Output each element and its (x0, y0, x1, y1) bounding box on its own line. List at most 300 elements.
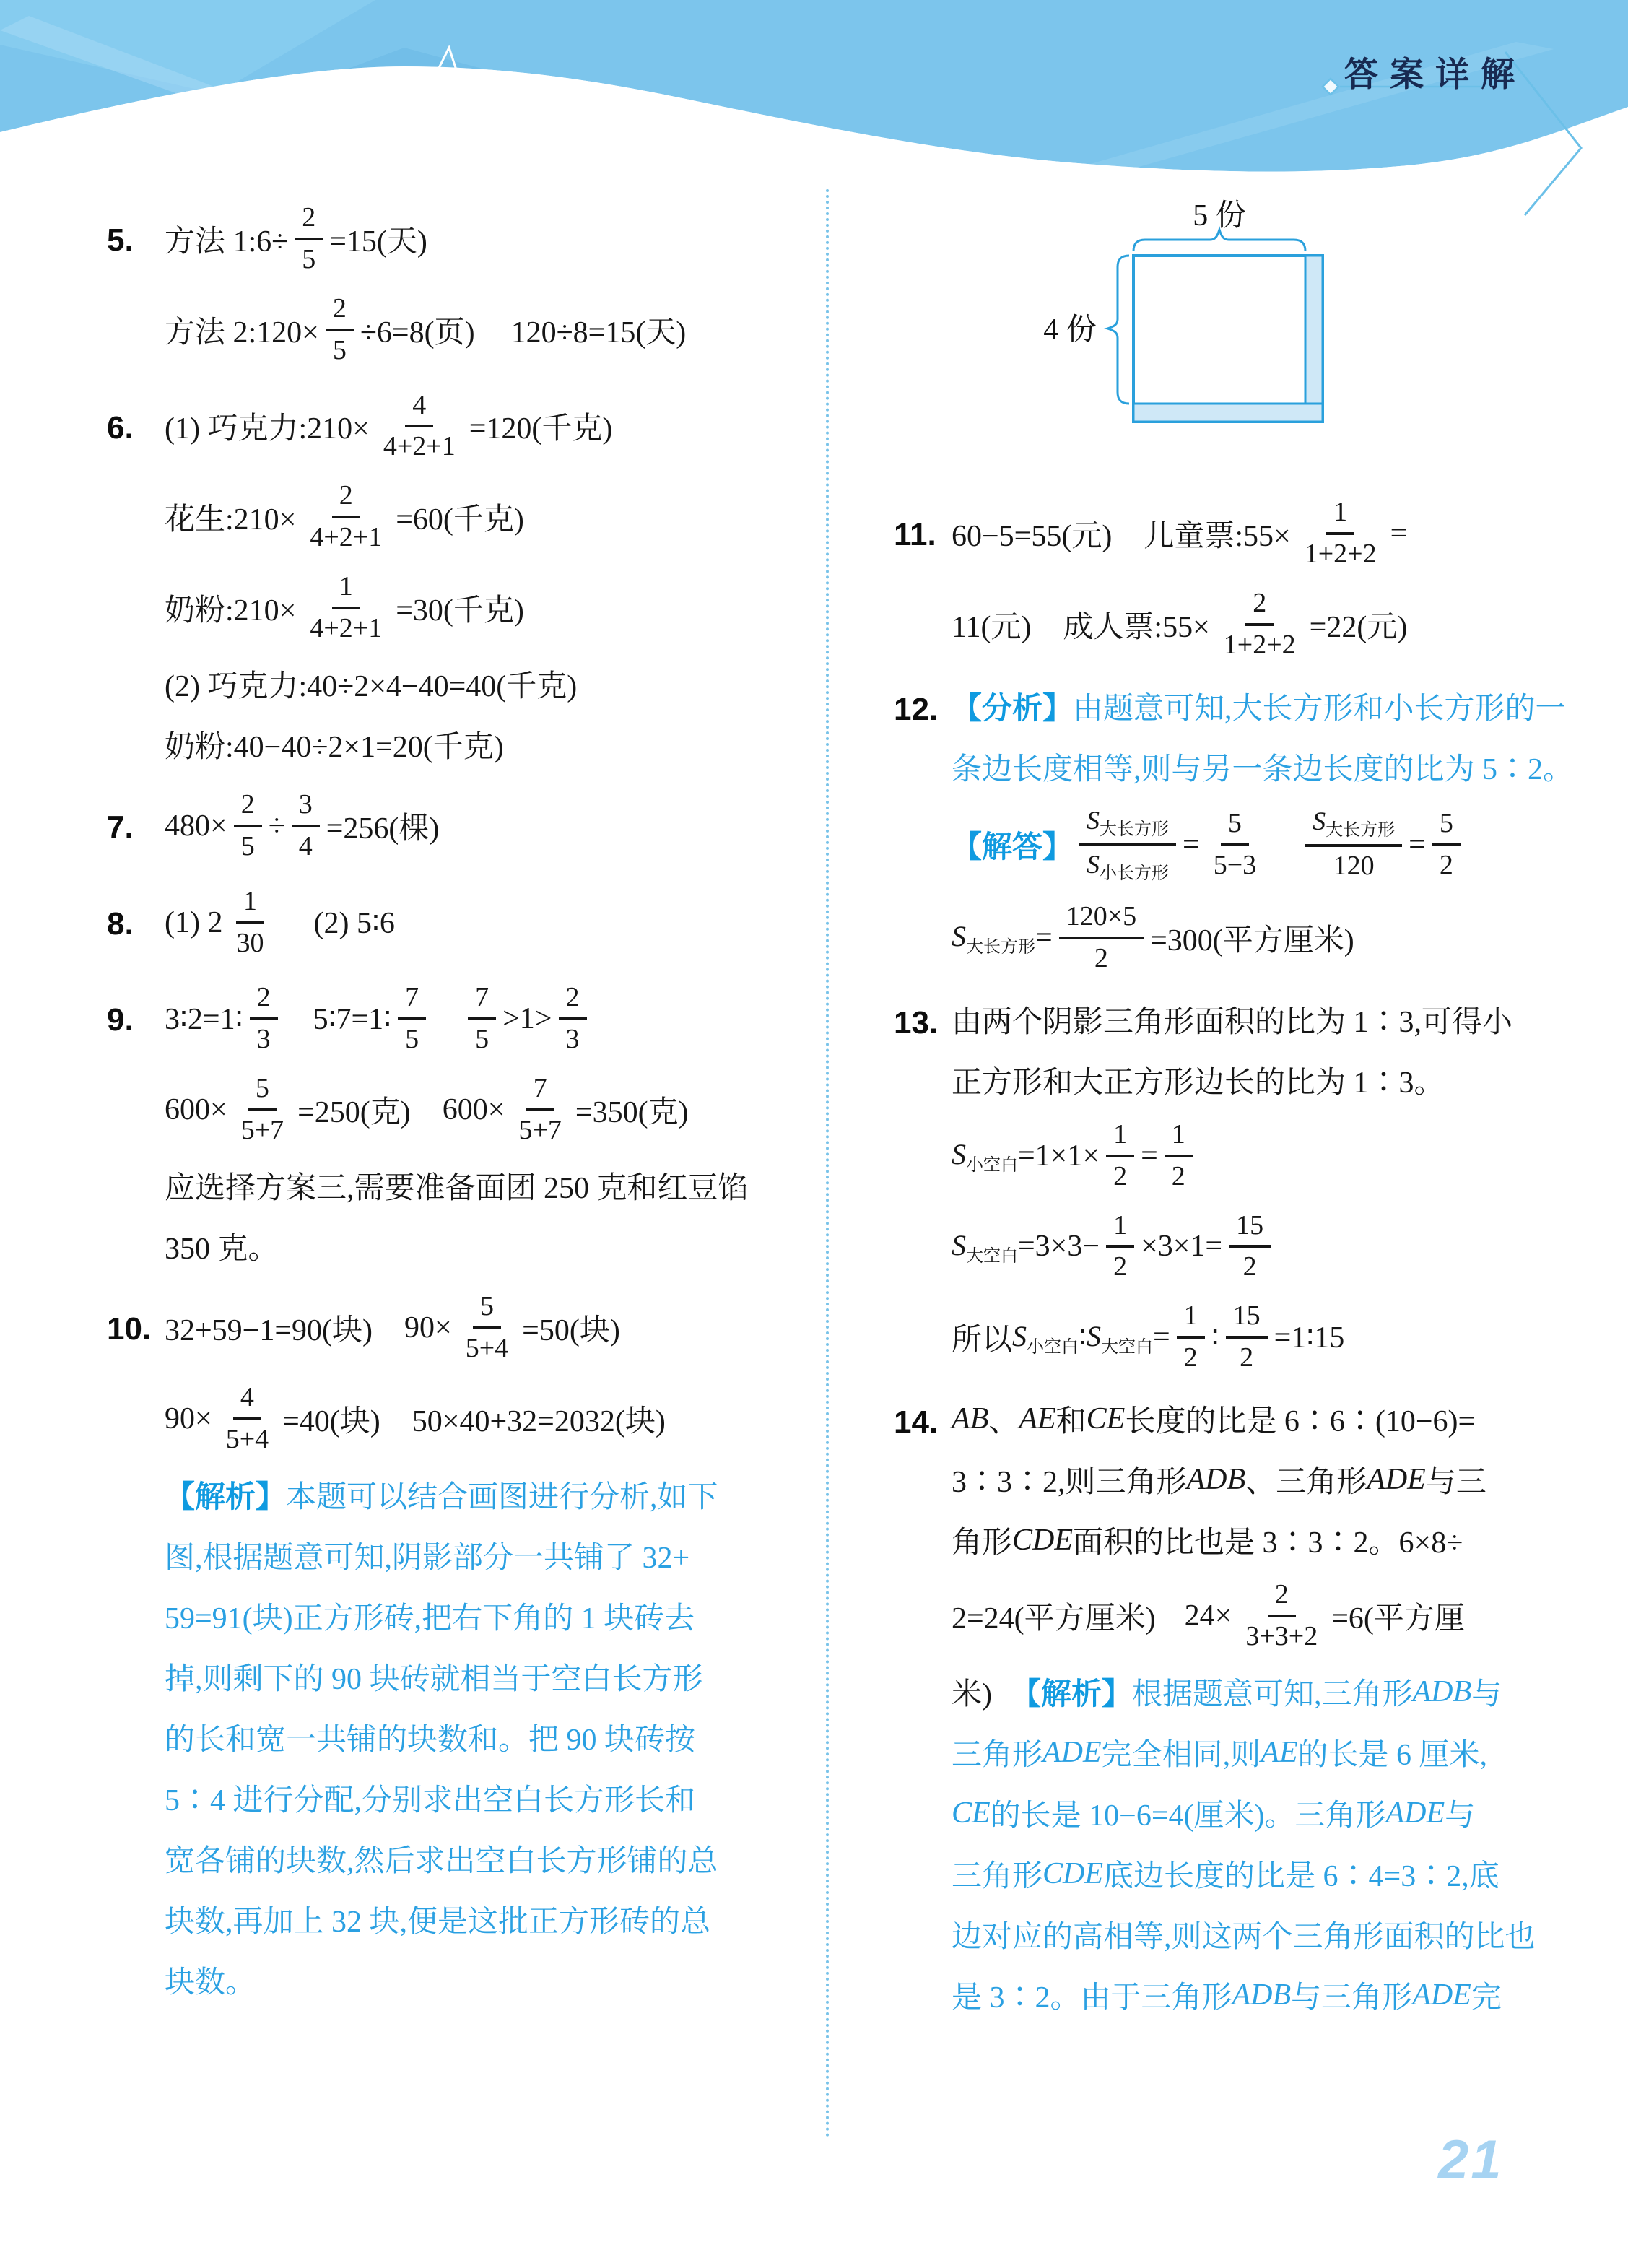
text-run: 长度的比是 6∶6∶(10−6)= (1125, 1405, 1476, 1439)
fraction (1297, 497, 1384, 570)
text-run: =15(天) (329, 225, 427, 258)
fraction-denominator: 3+3+2 (1245, 1620, 1318, 1651)
item-number: 7. (107, 809, 134, 845)
solution-line (165, 1525, 789, 1586)
text-run: 由两个阴影三角形面积的比为 1∶3,可得小 (952, 1005, 1513, 1039)
text-run: >1> (502, 1002, 552, 1036)
fraction-numerator: 7 (398, 982, 426, 1020)
solution-line (952, 1510, 1590, 1570)
spacer (432, 1019, 461, 1020)
fraction (1106, 1210, 1134, 1284)
text-run: (1) 巧克力:210× (165, 412, 370, 446)
top-brace (1133, 230, 1305, 251)
fraction (1165, 1119, 1193, 1193)
fraction (559, 982, 587, 1056)
text-run: = (1390, 516, 1408, 550)
text-run: 成人票:55× (1063, 610, 1210, 644)
solution-line (952, 488, 1590, 579)
text-run: 60−5=55(元) (952, 519, 1113, 553)
symbol-subscript: 大空白 (966, 1246, 1018, 1266)
text-run: =120(千克) (469, 412, 613, 446)
text-run: 90× (404, 1311, 452, 1344)
column-left (107, 194, 789, 2016)
solution-line (165, 1828, 789, 1889)
text-run: 是 3∶2。由于三角形 (952, 1981, 1232, 2015)
variable-name: ADB (1232, 1978, 1292, 2012)
fraction-denominator: 2 (1439, 849, 1453, 880)
answer-item (894, 1389, 1590, 2025)
fraction-denominator: 2 (1094, 942, 1108, 973)
fraction (302, 480, 389, 554)
text-run: 正方形和大正方形边长的比为 1∶3。 (952, 1066, 1445, 1100)
fraction (1106, 1119, 1134, 1193)
symbol-subscript: 大空白 (1100, 1337, 1153, 1357)
fraction-numerator: 1 (236, 886, 264, 924)
variable-name: CDE (1012, 1524, 1074, 1557)
text-run: 本题可以结合画图进行分析,如下 (286, 1480, 718, 1514)
ratio-diagram-svg (1025, 198, 1364, 466)
text-run: = (1183, 827, 1200, 861)
analysis-label: 【解析】 (1011, 1677, 1133, 1711)
text-run: 90× (165, 1402, 212, 1435)
solution-line (952, 1050, 1590, 1111)
item-body (165, 1282, 789, 2010)
fraction-denominator: 1+2+2 (1223, 629, 1296, 660)
symbol-base: S (952, 920, 966, 953)
fraction (250, 982, 278, 1056)
solution-line (952, 1111, 1590, 1202)
text-run: 底边长度的比是 6∶4=3∶2,底 (1103, 1859, 1499, 1893)
fraction (229, 886, 271, 960)
item-body (165, 781, 789, 872)
solution-line (165, 877, 789, 968)
fraction-denominator: 5−3 (1213, 849, 1257, 880)
subscripted-symbol (1087, 807, 1169, 838)
fraction-denominator: 5 (405, 1024, 419, 1055)
page-header (0, 0, 1628, 217)
ratio-diagram (1025, 198, 1364, 466)
fraction (1226, 1300, 1268, 1374)
text-run: 的长是 6 厘米, (1297, 1738, 1488, 1772)
text-run: 、 (988, 1405, 1019, 1439)
solution-line (165, 1586, 789, 1646)
fraction-numerator: 1 (1177, 1300, 1205, 1339)
text-run: (2) 巧克力:40÷2×4−40=40(千克) (165, 669, 578, 703)
fraction-denominator: 2 (1171, 1160, 1185, 1191)
top-brace-label: 5 份 (1193, 199, 1246, 233)
fraction-numerator: 2 (1245, 588, 1274, 626)
variable-name: ADE (1367, 1463, 1426, 1497)
solution-line (952, 579, 1590, 670)
solution-line (165, 1216, 789, 1277)
text-run: 方法 1:6÷ (165, 225, 289, 258)
text-run: 三角形 (952, 1738, 1043, 1772)
variable-name: ADE (1412, 1978, 1471, 2012)
text-run: = (1035, 921, 1053, 955)
left-brace (1107, 256, 1129, 404)
item-number: 13. (894, 1004, 939, 1040)
fraction-numerator: 2 (332, 480, 360, 518)
solution-line (952, 1389, 1590, 1449)
text-run: =250(克) (297, 1096, 411, 1130)
item-body (952, 488, 1590, 670)
text-run: =1∶15 (1274, 1321, 1345, 1355)
solution-line (952, 737, 1590, 797)
text-run: 11(元) (952, 610, 1032, 644)
variable-name: CE (1086, 1402, 1126, 1436)
fraction (1305, 807, 1402, 882)
fraction-denominator: 5+4 (225, 1423, 269, 1454)
text-run: =6(平方厘 (1331, 1602, 1465, 1635)
answer-item (107, 973, 789, 1277)
text-run: = (1409, 827, 1426, 861)
subscripted-symbol (1012, 1319, 1079, 1356)
solution-line (952, 1843, 1590, 1904)
text-run: 24× (1184, 1599, 1232, 1633)
fraction-numerator: 4 (233, 1382, 261, 1420)
text-run: =40(块) (282, 1404, 380, 1438)
fraction-denominator: 5 (302, 243, 316, 274)
item-body (952, 989, 1590, 1383)
solution-line (952, 989, 1590, 1050)
fraction (1229, 1210, 1271, 1284)
solution-line (165, 284, 789, 375)
fraction (295, 202, 323, 276)
text-run: 600× (442, 1093, 505, 1127)
solution-line (952, 892, 1590, 983)
variable-name: CE (952, 1796, 991, 1830)
fraction-denominator: 4+2+1 (383, 431, 456, 462)
fraction (219, 1382, 276, 1456)
fraction-numerator: 5 (248, 1073, 277, 1111)
fraction-denominator: 2 (1113, 1160, 1128, 1191)
fraction-denominator: 2 (1240, 1342, 1254, 1373)
diagram-bottom-strip (1133, 404, 1323, 422)
symbol-base: S (1086, 1319, 1101, 1352)
item-body (165, 381, 789, 775)
fraction-numerator: 1 (1326, 497, 1354, 535)
spacer (284, 1019, 313, 1020)
text-run: ∶ (1079, 1321, 1087, 1355)
text-run: ∶ (1211, 1321, 1219, 1355)
variable-name: ADB (1412, 1674, 1472, 1708)
text-run: 应选择方案三,需要准备面团 250 克和红豆馅 (165, 1172, 749, 1206)
symbol-base: S (1012, 1319, 1027, 1352)
page-title: 答案详解 (1344, 56, 1526, 94)
fraction-denominator: 2 (1113, 1251, 1128, 1282)
solution-line (165, 1282, 789, 1373)
fraction-denominator: 5 (332, 334, 347, 365)
variable-name: ADE (1385, 1796, 1445, 1830)
solution-line (165, 1950, 789, 2010)
text-run: 、三角形 (1245, 1466, 1367, 1500)
solution-line (165, 381, 789, 472)
solution-line (165, 562, 789, 653)
fraction-numerator: 5 (473, 1291, 501, 1329)
solution-line (952, 676, 1590, 737)
text-run: = (1152, 1321, 1170, 1355)
fraction (326, 293, 354, 367)
fraction-denominator: 5+4 (465, 1332, 509, 1363)
text-run: =3×3− (1018, 1230, 1100, 1264)
symbol-subscript: 大长方形 (1326, 821, 1396, 840)
spacer (1112, 533, 1144, 534)
answer-item (107, 381, 789, 775)
spacer (1270, 844, 1299, 845)
solution-line (952, 1783, 1590, 1843)
answer-item (894, 194, 1590, 482)
variable-name: AB (952, 1402, 989, 1436)
diagram-right-strip (1305, 256, 1323, 422)
fraction-numerator: 7 (468, 982, 496, 1020)
solution-line (952, 1965, 1590, 2025)
symbol-base: S (952, 1228, 966, 1261)
text-run: 边对应的高相等,则这两个三角形面积的比也 (952, 1920, 1536, 1954)
variable-name: AE (1019, 1402, 1056, 1436)
fraction (1177, 1300, 1205, 1374)
solution-line (952, 1292, 1590, 1383)
text-run: 的长和宽一共铺的块数和。把 90 块砖按 (165, 1723, 696, 1757)
analysis-label: 【解析】 (165, 1480, 287, 1514)
subscripted-symbol (952, 919, 1035, 956)
answer-item (894, 989, 1590, 1383)
fraction-denominator: 3 (256, 1024, 271, 1055)
fraction-numerator (1079, 806, 1176, 846)
text-run: 50×40+32=2032(块) (412, 1404, 666, 1438)
analysis-label: 【分析】 (952, 692, 1074, 726)
symbol-subscript: 小长方形 (1100, 864, 1170, 883)
fraction (468, 982, 496, 1056)
item-number: 11. (894, 517, 936, 552)
fraction-denominator: 5 (475, 1024, 489, 1055)
text-run: 与 (1471, 1677, 1502, 1711)
text-run: 米) (952, 1677, 992, 1711)
fraction (511, 1073, 568, 1147)
text-run: 5∶7=1∶ (313, 1003, 392, 1037)
spacer (475, 329, 511, 330)
fraction-numerator: 120×5 (1059, 901, 1144, 939)
item-body (952, 676, 1590, 983)
page-number: 21 (1438, 2129, 1504, 2191)
solution-line (952, 1449, 1590, 1510)
fraction-numerator: 1 (1165, 1119, 1193, 1157)
symbol-subscript: 小空白 (1027, 1337, 1079, 1357)
solution-line (165, 1373, 789, 1464)
text-run: 条边长度相等,则与另一条边长度的比为 5∶2。 (952, 752, 1574, 786)
text-run: 59=91(块)正方形砖,把右下角的 1 块砖去 (165, 1602, 695, 1635)
left-brace-label: 4 份 (1043, 313, 1097, 347)
solution-line (165, 1889, 789, 1950)
text-run: (1) 2 (165, 905, 223, 939)
item-number: 6. (107, 409, 134, 446)
fraction-numerator: 2 (234, 789, 262, 827)
solution-line (165, 1707, 789, 1768)
answer-item (107, 194, 789, 375)
fraction-denominator: 30 (236, 927, 264, 958)
fraction-numerator: 2 (250, 982, 278, 1020)
text-run: 2=24(平方厘米) (952, 1602, 1156, 1635)
symbol-subscript: 小空白 (966, 1156, 1018, 1176)
text-run: 三角形 (952, 1859, 1043, 1893)
solution-line (165, 1155, 789, 1216)
text-run: 根据题意可知,三角形 (1132, 1677, 1413, 1711)
spacer (380, 1418, 412, 1419)
item-number: 12. (894, 691, 939, 727)
diagram-outer-rect (1133, 256, 1323, 422)
fraction (1059, 901, 1144, 975)
item-number: 8. (107, 905, 134, 942)
analysis-label: 【解答】 (952, 830, 1074, 864)
fraction-numerator: 15 (1229, 1210, 1271, 1248)
fraction-denominator: 1+2+2 (1304, 538, 1377, 569)
header-wave-decoration (0, 0, 1628, 217)
item-body (165, 877, 789, 968)
text-run: 32+59−1=90(块) (165, 1313, 373, 1347)
text-run: 奶粉:40−40÷2×1=20(千克) (165, 730, 504, 764)
symbol-subscript: 大长方形 (966, 938, 1035, 957)
solution-line (165, 194, 789, 284)
fraction-numerator: 15 (1226, 1300, 1268, 1339)
spacer (1031, 624, 1063, 625)
solution-line (952, 1661, 1590, 1722)
text-run: 角形 (952, 1526, 1013, 1560)
text-run: 600× (165, 1093, 227, 1127)
solution-line (165, 781, 789, 872)
text-run: 儿童票:55× (1144, 519, 1291, 553)
fraction-numerator: 4 (405, 390, 433, 428)
text-run: 所以 (952, 1324, 1013, 1357)
spacer (373, 1327, 404, 1328)
text-run: 与三角形 (1291, 1981, 1413, 2015)
text-run: 完全相同,则 (1101, 1738, 1261, 1772)
answer-item (107, 781, 789, 872)
text-run: =22(元) (1309, 610, 1408, 644)
text-run: =30(千克) (396, 594, 524, 628)
solution-line (165, 1064, 789, 1155)
fraction-denominator: 4 (298, 830, 313, 861)
fraction (1216, 588, 1303, 661)
solution-line (952, 1202, 1590, 1292)
text-run: 480× (165, 809, 227, 843)
answer-item (894, 488, 1590, 670)
text-run: (2) 5∶6 (313, 906, 395, 940)
item-number: 14. (894, 1404, 939, 1441)
text-run: ÷6=8(页) (360, 316, 475, 349)
fraction (302, 571, 389, 645)
fraction-numerator: 5 (1221, 808, 1249, 846)
subscripted-symbol (952, 1137, 1018, 1174)
subscripted-symbol (1087, 851, 1169, 882)
symbol-subscript: 大长方形 (1100, 820, 1170, 839)
fraction (292, 789, 320, 863)
column-right (894, 194, 1590, 2031)
text-run: 由题意可知,大长方形和小长方形的一 (1073, 692, 1566, 726)
answer-item (107, 1282, 789, 2010)
fraction-denominator: 5+7 (518, 1115, 562, 1146)
text-run: 3∶3∶2,则三角形 (952, 1466, 1187, 1500)
fraction (458, 1291, 515, 1365)
fraction-numerator: 2 (559, 982, 587, 1020)
column-divider (826, 189, 829, 2139)
fraction-denominator: 4+2+1 (310, 613, 383, 644)
fraction-numerator: 3 (292, 789, 320, 827)
text-run: 块数,再加上 32 块,便是这批正方形砖的总 (165, 1905, 711, 1939)
fraction-denominator: 5 (240, 830, 255, 861)
fraction-denominator (1079, 846, 1176, 884)
fraction-denominator: 4+2+1 (310, 522, 383, 553)
text-run: =50(块) (522, 1313, 620, 1347)
spacer (277, 922, 313, 923)
fraction (234, 789, 262, 863)
solution-line (952, 1722, 1590, 1783)
solution-line (165, 973, 789, 1064)
text-run: 完 (1471, 1981, 1502, 2015)
text-run: 花生:210× (165, 503, 297, 537)
fraction-denominator: 5+7 (240, 1115, 284, 1146)
variable-name: ADB (1186, 1463, 1246, 1497)
text-run: =300(平方厘米) (1150, 924, 1354, 957)
item-body (952, 1389, 1590, 2025)
item-number: 10. (107, 1311, 152, 1347)
fraction-denominator: 120 (1333, 851, 1375, 882)
fraction-numerator: 5 (1432, 808, 1461, 846)
text-run: 3∶2=1∶ (165, 1003, 243, 1037)
symbol-base: S (952, 1138, 966, 1171)
fraction-numerator: 2 (295, 202, 323, 240)
solution-line (165, 714, 789, 775)
fraction-numerator (1305, 807, 1402, 847)
text-run: ÷ (268, 809, 285, 843)
text-run: =256(棵) (326, 812, 440, 846)
fraction (1432, 808, 1461, 882)
solution-line (165, 1464, 789, 1525)
answer-item (894, 676, 1590, 983)
subscripted-symbol (952, 1228, 1018, 1265)
text-run: 图,根据题意可知,阴影部分一共铺了 32+ (165, 1541, 690, 1575)
solution-line (165, 653, 789, 714)
text-run: 5∶4 进行分配,分别求出空白长方形长和 (165, 1783, 696, 1817)
solution-line (952, 1570, 1590, 1661)
fraction-denominator: 2 (1242, 1251, 1257, 1282)
fraction-numerator: 2 (1268, 1579, 1296, 1617)
symbol-base: S (1087, 849, 1100, 879)
text-run: 350 克。 (165, 1233, 279, 1266)
subscripted-symbol (1313, 808, 1395, 839)
variable-name: ADE (1042, 1735, 1102, 1769)
text-run: 120÷8=15(天) (510, 316, 687, 349)
text-run: =60(千克) (396, 503, 524, 537)
solution-line (165, 1768, 789, 1828)
fraction-numerator: 1 (1106, 1210, 1134, 1248)
text-run: =1×1× (1018, 1139, 1100, 1173)
text-run: 掉,则剩下的 90 块砖就相当于空白长方形 (165, 1662, 703, 1696)
subscripted-symbol (1087, 1319, 1153, 1356)
fraction-numerator: 1 (1106, 1119, 1134, 1157)
solution-line (165, 472, 789, 562)
text-run: 的长是 10−6=4(厘米)。三角形 (990, 1799, 1386, 1833)
answer-item (107, 877, 789, 968)
variable-name: AE (1261, 1735, 1298, 1769)
item-number: 9. (107, 1002, 134, 1038)
fraction (1079, 806, 1176, 884)
symbol-base: S (1313, 807, 1326, 836)
fraction (376, 390, 463, 464)
spacer (411, 1110, 443, 1111)
text-run: 块数。 (165, 1965, 256, 1999)
text-run: 奶粉:210× (165, 594, 297, 628)
item-body (165, 973, 789, 1277)
text-run: =350(克) (575, 1096, 689, 1130)
